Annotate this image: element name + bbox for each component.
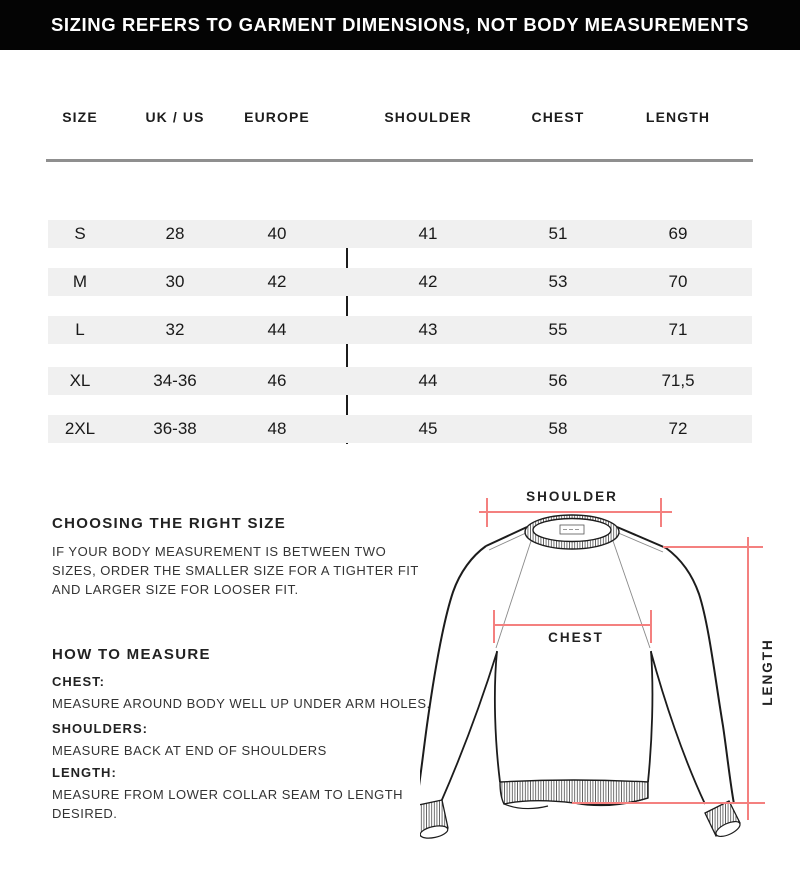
how-to-measure-heading: HOW TO MEASURE — [52, 646, 211, 664]
cell-uk-us: 28 — [165, 224, 185, 243]
measure-text: DESIRED. — [52, 806, 118, 821]
measure-text: MEASURE FROM LOWER COLLAR SEAM TO LENGTH — [52, 787, 404, 802]
cell-chest: 53 — [548, 272, 568, 291]
cell-shoulder: 44 — [418, 371, 438, 390]
cell-size: M — [72, 272, 88, 291]
cell-length: 70 — [668, 272, 688, 291]
hem-band — [500, 780, 648, 805]
table-row-2xl — [0, 415, 800, 443]
shoulder-seam-right — [616, 532, 663, 552]
sleeve-right-inner — [651, 652, 705, 804]
sweatshirt-drawing — [420, 515, 742, 840]
sleeve-left-inner — [441, 652, 497, 802]
length-label: LENGTH — [760, 638, 775, 706]
column-header-uk-us: UK / US — [145, 109, 205, 125]
cell-chest: 51 — [548, 224, 568, 243]
choosing-size-heading: CHOOSING THE RIGHT SIZE — [52, 515, 287, 533]
measure-item-length — [52, 765, 403, 823]
armhole-seam-left — [496, 538, 532, 648]
table-row-l — [0, 316, 800, 344]
measure-text: MEASURE AROUND BODY WELL UP UNDER ARM HOLES. — [52, 696, 431, 711]
size-table — [0, 50, 800, 470]
cell-europe: 48 — [267, 419, 287, 438]
cell-europe: 40 — [267, 224, 287, 243]
sleeve-left — [420, 546, 486, 806]
cell-uk-us: 32 — [165, 320, 185, 339]
cell-size: L — [75, 320, 85, 339]
sweatshirt-diagram — [420, 470, 800, 878]
column-header-europe: EUROPE — [244, 109, 310, 125]
cell-europe: 42 — [267, 272, 287, 291]
cell-size: XL — [69, 371, 91, 390]
cell-shoulder: 45 — [418, 419, 438, 438]
column-header-chest: CHEST — [531, 109, 585, 125]
column-header-size: SIZE — [62, 109, 98, 125]
cell-uk-us: 36-38 — [153, 419, 197, 438]
cell-length: 71,5 — [661, 371, 695, 390]
measure-annotations — [479, 498, 765, 820]
measure-text: MEASURE BACK AT END OF SHOULDERS — [52, 743, 327, 758]
cell-europe: 46 — [267, 371, 287, 390]
paragraph-line: SIZES, ORDER THE SMALLER SIZE FOR A TIGHTER FIT — [52, 563, 419, 578]
measure-label: LENGTH: — [52, 765, 117, 780]
cell-shoulder: 42 — [418, 272, 438, 291]
table-row-s — [0, 220, 800, 248]
chest-label: CHEST — [548, 630, 604, 645]
measure-item-chest — [52, 674, 431, 713]
measure-label: SHOULDERS: — [52, 721, 148, 736]
cell-length: 72 — [668, 419, 688, 438]
sleeve-right — [666, 548, 734, 804]
shoulder-line-right — [617, 527, 666, 548]
cell-uk-us: 34-36 — [153, 371, 197, 390]
header-rule — [46, 159, 753, 162]
body-right-side — [648, 651, 652, 782]
body-left-side — [495, 651, 500, 782]
column-header-length: LENGTH — [645, 109, 711, 125]
cell-size: 2XL — [64, 419, 96, 438]
column-header-shoulder: SHOULDER — [384, 109, 472, 125]
table-row-xl — [0, 367, 800, 395]
cell-size: S — [74, 224, 86, 243]
sweatshirt-svg — [420, 470, 800, 878]
shoulder-line-left — [486, 527, 527, 546]
cell-length: 71 — [668, 320, 688, 339]
shoulder-label: SHOULDER — [526, 489, 618, 504]
cell-length: 69 — [668, 224, 688, 243]
cell-shoulder: 43 — [418, 320, 438, 339]
banner — [0, 0, 800, 50]
measure-label: CHEST: — [52, 674, 105, 689]
paragraph-line: IF YOUR BODY MEASUREMENT IS BETWEEN TWO — [52, 544, 387, 559]
cell-europe: 44 — [267, 320, 287, 339]
measure-item-shoulders — [52, 721, 327, 760]
banner-text: SIZING REFERS TO GARMENT DIMENSIONS, NOT BODY MEASUREMENTS — [50, 14, 750, 35]
armhole-seam-right — [612, 538, 650, 648]
cell-chest: 56 — [548, 371, 568, 390]
table-row-m — [0, 268, 800, 296]
choosing-size-paragraph — [52, 542, 419, 599]
cell-uk-us: 30 — [165, 272, 185, 291]
cell-chest: 58 — [548, 419, 568, 438]
cell-shoulder: 41 — [418, 224, 438, 243]
paragraph-line: AND LARGER SIZE FOR LOOSER FIT. — [52, 582, 299, 597]
cell-chest: 55 — [548, 320, 568, 339]
